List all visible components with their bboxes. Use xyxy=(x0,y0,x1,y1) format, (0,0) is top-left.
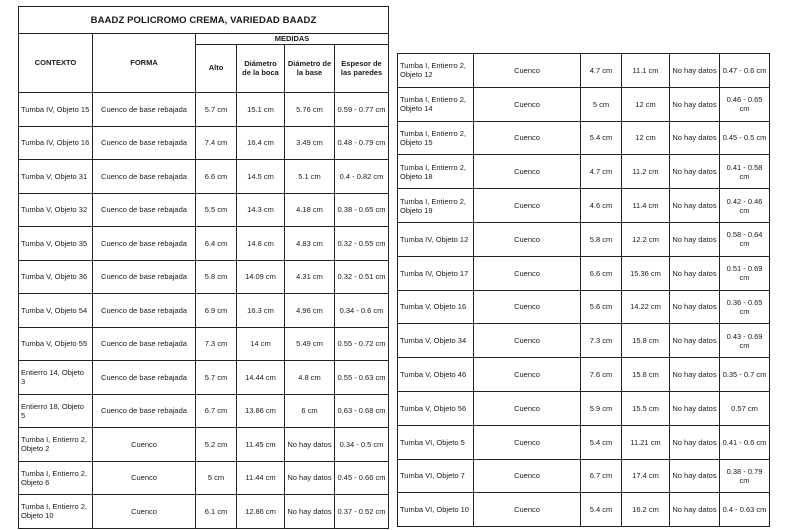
cell-contexto: Tumba I, Entierro 2, Objeto 19 xyxy=(398,189,474,223)
cell-forma: Cuenco xyxy=(474,358,581,392)
cell-alto: 5.9 cm xyxy=(581,391,622,425)
header-diametro-boca: Diámetro de la boca xyxy=(237,45,285,93)
cell-contexto: Tumba V, Objeto 55 xyxy=(19,327,93,361)
cell-alto: 6.6 cm xyxy=(196,160,237,194)
right-table-body xyxy=(398,54,770,527)
measurements-table-left xyxy=(18,6,389,529)
table-row xyxy=(398,155,770,189)
cell-diametro-boca: 14.3 cm xyxy=(237,193,285,227)
cell-forma: Cuenco de base rebajada xyxy=(93,193,196,227)
table-row xyxy=(398,425,770,459)
cell-forma: Cuenco xyxy=(474,290,581,324)
cell-contexto: Tumba V, Objeto 35 xyxy=(19,227,93,261)
cell-contexto: Tumba VI, Objeto 10 xyxy=(398,493,474,527)
cell-forma: Cuenco xyxy=(93,428,196,462)
cell-diametro-base: 6 cm xyxy=(285,394,335,428)
cell-contexto: Tumba V, Objeto 16 xyxy=(398,290,474,324)
cell-forma: Cuenco xyxy=(474,54,581,88)
cell-diametro-boca: 11.21 cm xyxy=(622,425,670,459)
cell-alto: 5.8 cm xyxy=(196,260,237,294)
cell-diametro-base: 5.76 cm xyxy=(285,93,335,127)
cell-espesor: 0.34 - 0.5 cm xyxy=(335,428,389,462)
cell-forma: Cuenco xyxy=(93,461,196,495)
cell-espesor: 0.46 - 0.65 cm xyxy=(720,87,770,121)
cell-contexto: Tumba I, Entierro 2, Objeto 6 xyxy=(19,461,93,495)
cell-contexto: Entierro 18, Objeto 5 xyxy=(19,394,93,428)
table-row xyxy=(398,290,770,324)
cell-contexto: Tumba I, Entierro 2, Objeto 14 xyxy=(398,87,474,121)
cell-diametro-boca: 11.2 cm xyxy=(622,155,670,189)
cell-diametro-base: 4.18 cm xyxy=(285,193,335,227)
cell-contexto: Tumba IV, Objeto 15 xyxy=(19,93,93,127)
cell-forma: Cuenco xyxy=(474,87,581,121)
table-row xyxy=(19,495,389,529)
cell-diametro-base: No hay datos xyxy=(670,425,720,459)
cell-espesor: 0.32 - 0.51 cm xyxy=(335,260,389,294)
left-table-body xyxy=(19,93,389,529)
cell-diametro-base: No hay datos xyxy=(670,87,720,121)
cell-diametro-base: 4.31 cm xyxy=(285,260,335,294)
cell-diametro-base: 3.49 cm xyxy=(285,126,335,160)
cell-contexto: Tumba IV, Objeto 12 xyxy=(398,222,474,256)
cell-diametro-boca: 15.1 cm xyxy=(237,93,285,127)
cell-alto: 5 cm xyxy=(196,461,237,495)
cell-diametro-boca: 15.36 cm xyxy=(622,256,670,290)
cell-diametro-boca: 14.8 cm xyxy=(237,227,285,261)
cell-forma: Cuenco xyxy=(474,189,581,223)
cell-diametro-base: 4.8 cm xyxy=(285,361,335,395)
cell-espesor: 0.42 - 0.46 cm xyxy=(720,189,770,223)
cell-diametro-boca: 12.2 cm xyxy=(622,222,670,256)
cell-alto: 5.6 cm xyxy=(581,290,622,324)
cell-diametro-base: No hay datos xyxy=(670,290,720,324)
cell-diametro-base: No hay datos xyxy=(285,428,335,462)
table-row xyxy=(398,391,770,425)
cell-contexto: Tumba V, Objeto 32 xyxy=(19,193,93,227)
cell-diametro-base: No hay datos xyxy=(670,459,720,493)
cell-forma: Cuenco xyxy=(474,121,581,155)
cell-espesor: 0.35 - 0.7 cm xyxy=(720,358,770,392)
header-diametro-base: Diámetro de la base xyxy=(285,45,335,93)
cell-forma: Cuenco xyxy=(474,324,581,358)
cell-forma: Cuenco xyxy=(93,495,196,529)
cell-diametro-boca: 14.44 cm xyxy=(237,361,285,395)
cell-forma: Cuenco de base rebajada xyxy=(93,394,196,428)
table-row xyxy=(19,260,389,294)
cell-alto: 5.2 cm xyxy=(196,428,237,462)
table-row xyxy=(19,227,389,261)
cell-alto: 5 cm xyxy=(581,87,622,121)
cell-diametro-base: 4.96 cm xyxy=(285,294,335,328)
cell-alto: 6.7 cm xyxy=(581,459,622,493)
cell-contexto: Tumba IV, Objeto 16 xyxy=(19,126,93,160)
cell-forma: Cuenco de base rebajada xyxy=(93,327,196,361)
cell-diametro-boca: 12 cm xyxy=(622,87,670,121)
table-row xyxy=(19,126,389,160)
cell-espesor: 0.36 - 0.65 cm xyxy=(720,290,770,324)
cell-diametro-boca: 14.22 cm xyxy=(622,290,670,324)
cell-alto: 5.5 cm xyxy=(196,193,237,227)
cell-diametro-boca: 16.3 cm xyxy=(237,294,285,328)
cell-diametro-base: No hay datos xyxy=(285,461,335,495)
cell-contexto: Tumba VI, Objeto 5 xyxy=(398,425,474,459)
header-contexto: CONTEXTO xyxy=(19,34,93,93)
cell-contexto: Tumba V, Objeto 34 xyxy=(398,324,474,358)
cell-diametro-boca: 15.5 cm xyxy=(622,391,670,425)
table-row xyxy=(398,358,770,392)
table-row xyxy=(19,193,389,227)
cell-diametro-base: No hay datos xyxy=(670,121,720,155)
table-title: BAADZ POLICROMO CREMA, VARIEDAD BAADZ xyxy=(19,7,389,34)
cell-diametro-boca: 11.1 cm xyxy=(622,54,670,88)
table-row xyxy=(19,93,389,127)
cell-forma: Cuenco xyxy=(474,493,581,527)
cell-espesor: 0.41 - 0.58 cm xyxy=(720,155,770,189)
table-row xyxy=(398,189,770,223)
cell-espesor: 0.57 cm xyxy=(720,391,770,425)
cell-alto: 4.7 cm xyxy=(581,54,622,88)
cell-alto: 7.3 cm xyxy=(581,324,622,358)
cell-espesor: 0.59 - 0.77 cm xyxy=(335,93,389,127)
cell-forma: Cuenco de base rebajada xyxy=(93,260,196,294)
cell-alto: 4.7 cm xyxy=(581,155,622,189)
table-row xyxy=(398,493,770,527)
cell-espesor: 0.58 - 0.64 cm xyxy=(720,222,770,256)
cell-diametro-base: No hay datos xyxy=(670,493,720,527)
cell-alto: 6.4 cm xyxy=(196,227,237,261)
cell-alto: 7.3 cm xyxy=(196,327,237,361)
header-alto: Alto xyxy=(196,45,237,93)
table-row xyxy=(19,461,389,495)
cell-espesor: 0.34 - 0.6 cm xyxy=(335,294,389,328)
table-row xyxy=(398,324,770,358)
table-row xyxy=(19,160,389,194)
table-row xyxy=(19,327,389,361)
cell-contexto: Tumba V, Objeto 56 xyxy=(398,391,474,425)
cell-contexto: Tumba IV, Objeto 17 xyxy=(398,256,474,290)
table-row xyxy=(398,54,770,88)
table-row xyxy=(398,222,770,256)
cell-espesor: 0.43 - 0.69 cm xyxy=(720,324,770,358)
cell-diametro-boca: 16.4 cm xyxy=(237,126,285,160)
cell-contexto: Tumba VI, Objeto 7 xyxy=(398,459,474,493)
cell-diametro-base: No hay datos xyxy=(670,324,720,358)
cell-forma: Cuenco de base rebajada xyxy=(93,294,196,328)
cell-espesor: 0.51 - 0.69 cm xyxy=(720,256,770,290)
cell-diametro-boca: 11.4 cm xyxy=(622,189,670,223)
header-forma: FORMA xyxy=(93,34,196,93)
table-row xyxy=(19,294,389,328)
cell-forma: Cuenco de base rebajada xyxy=(93,93,196,127)
cell-diametro-boca: 14.09 cm xyxy=(237,260,285,294)
cell-alto: 5.4 cm xyxy=(581,425,622,459)
cell-alto: 5.7 cm xyxy=(196,361,237,395)
cell-diametro-base: No hay datos xyxy=(670,54,720,88)
cell-contexto: Tumba V, Objeto 54 xyxy=(19,294,93,328)
cell-forma: Cuenco xyxy=(474,155,581,189)
cell-espesor: 0.55 - 0.72 cm xyxy=(335,327,389,361)
cell-diametro-boca: 14.5 cm xyxy=(237,160,285,194)
cell-alto: 6.7 cm xyxy=(196,394,237,428)
cell-diametro-boca: 16.2 cm xyxy=(622,493,670,527)
cell-contexto: Tumba V, Objeto 46 xyxy=(398,358,474,392)
cell-espesor: 0.45 - 0.5 cm xyxy=(720,121,770,155)
cell-alto: 5.7 cm xyxy=(196,93,237,127)
measurements-table-right xyxy=(397,53,770,527)
cell-diametro-base: 5.1 cm xyxy=(285,160,335,194)
cell-forma: Cuenco xyxy=(474,256,581,290)
cell-forma: Cuenco xyxy=(474,222,581,256)
cell-espesor: 0.38 - 0.79 cm xyxy=(720,459,770,493)
cell-espesor: 0.63 - 0.68 cm xyxy=(335,394,389,428)
cell-espesor: 0.37 - 0.52 cm xyxy=(335,495,389,529)
cell-diametro-base: No hay datos xyxy=(670,256,720,290)
cell-espesor: 0.4 - 0.63 cm xyxy=(720,493,770,527)
table-row xyxy=(398,459,770,493)
cell-espesor: 0.48 - 0.79 cm xyxy=(335,126,389,160)
cell-alto: 4.6 cm xyxy=(581,189,622,223)
cell-diametro-boca: 11.44 cm xyxy=(237,461,285,495)
cell-espesor: 0.38 - 0.65 cm xyxy=(335,193,389,227)
cell-contexto: Tumba I, Entierro 2, Objeto 10 xyxy=(19,495,93,529)
cell-forma: Cuenco de base rebajada xyxy=(93,361,196,395)
cell-espesor: 0.55 - 0.63 cm xyxy=(335,361,389,395)
cell-alto: 5.4 cm xyxy=(581,493,622,527)
cell-diametro-boca: 15.8 cm xyxy=(622,324,670,358)
cell-diametro-boca: 12 cm xyxy=(622,121,670,155)
cell-diametro-base: No hay datos xyxy=(285,495,335,529)
cell-contexto: Tumba I, Entierro 2, Objeto 12 xyxy=(398,54,474,88)
cell-contexto: Tumba I, Entierro 2, Objeto 2 xyxy=(19,428,93,462)
cell-diametro-base: No hay datos xyxy=(670,155,720,189)
cell-diametro-base: 4.83 cm xyxy=(285,227,335,261)
table-row xyxy=(398,121,770,155)
cell-alto: 7.4 cm xyxy=(196,126,237,160)
cell-espesor: 0.4 - 0.82 cm xyxy=(335,160,389,194)
cell-forma: Cuenco xyxy=(474,459,581,493)
header-medidas: MEDIDAS xyxy=(196,34,389,45)
cell-diametro-boca: 13.86 cm xyxy=(237,394,285,428)
cell-forma: Cuenco xyxy=(474,425,581,459)
table-row xyxy=(398,256,770,290)
cell-alto: 6.1 cm xyxy=(196,495,237,529)
cell-forma: Cuenco de base rebajada xyxy=(93,126,196,160)
cell-diametro-base: No hay datos xyxy=(670,391,720,425)
table-row xyxy=(398,87,770,121)
cell-contexto: Tumba V, Objeto 36 xyxy=(19,260,93,294)
cell-contexto: Entierro 14, Objeto 3 xyxy=(19,361,93,395)
cell-espesor: 0.32 - 0.55 cm xyxy=(335,227,389,261)
cell-alto: 5.4 cm xyxy=(581,121,622,155)
cell-diametro-base: No hay datos xyxy=(670,222,720,256)
cell-diametro-boca: 12.86 cm xyxy=(237,495,285,529)
cell-forma: Cuenco de base rebajada xyxy=(93,160,196,194)
cell-alto: 6.9 cm xyxy=(196,294,237,328)
cell-diametro-boca: 11.45 cm xyxy=(237,428,285,462)
cell-diametro-base: No hay datos xyxy=(670,189,720,223)
cell-diametro-boca: 14 cm xyxy=(237,327,285,361)
table-row xyxy=(19,394,389,428)
cell-forma: Cuenco xyxy=(474,391,581,425)
cell-espesor: 0.41 - 0.6 cm xyxy=(720,425,770,459)
cell-alto: 6.6 cm xyxy=(581,256,622,290)
cell-contexto: Tumba I, Entierro 2, Objeto 18 xyxy=(398,155,474,189)
header-espesor: Espesor de las paredes xyxy=(335,45,389,93)
cell-diametro-boca: 17.4 cm xyxy=(622,459,670,493)
cell-diametro-base: 5.49 cm xyxy=(285,327,335,361)
cell-espesor: 0.45 - 0.66 cm xyxy=(335,461,389,495)
cell-contexto: Tumba I, Entierro 2, Objeto 15 xyxy=(398,121,474,155)
cell-alto: 7.6 cm xyxy=(581,358,622,392)
table-row xyxy=(19,428,389,462)
cell-alto: 5.8 cm xyxy=(581,222,622,256)
cell-diametro-base: No hay datos xyxy=(670,358,720,392)
cell-diametro-boca: 15.8 cm xyxy=(622,358,670,392)
cell-contexto: Tumba V, Objeto 31 xyxy=(19,160,93,194)
table-row xyxy=(19,361,389,395)
cell-espesor: 0.47 - 0.6 cm xyxy=(720,54,770,88)
cell-forma: Cuenco de base rebajada xyxy=(93,227,196,261)
